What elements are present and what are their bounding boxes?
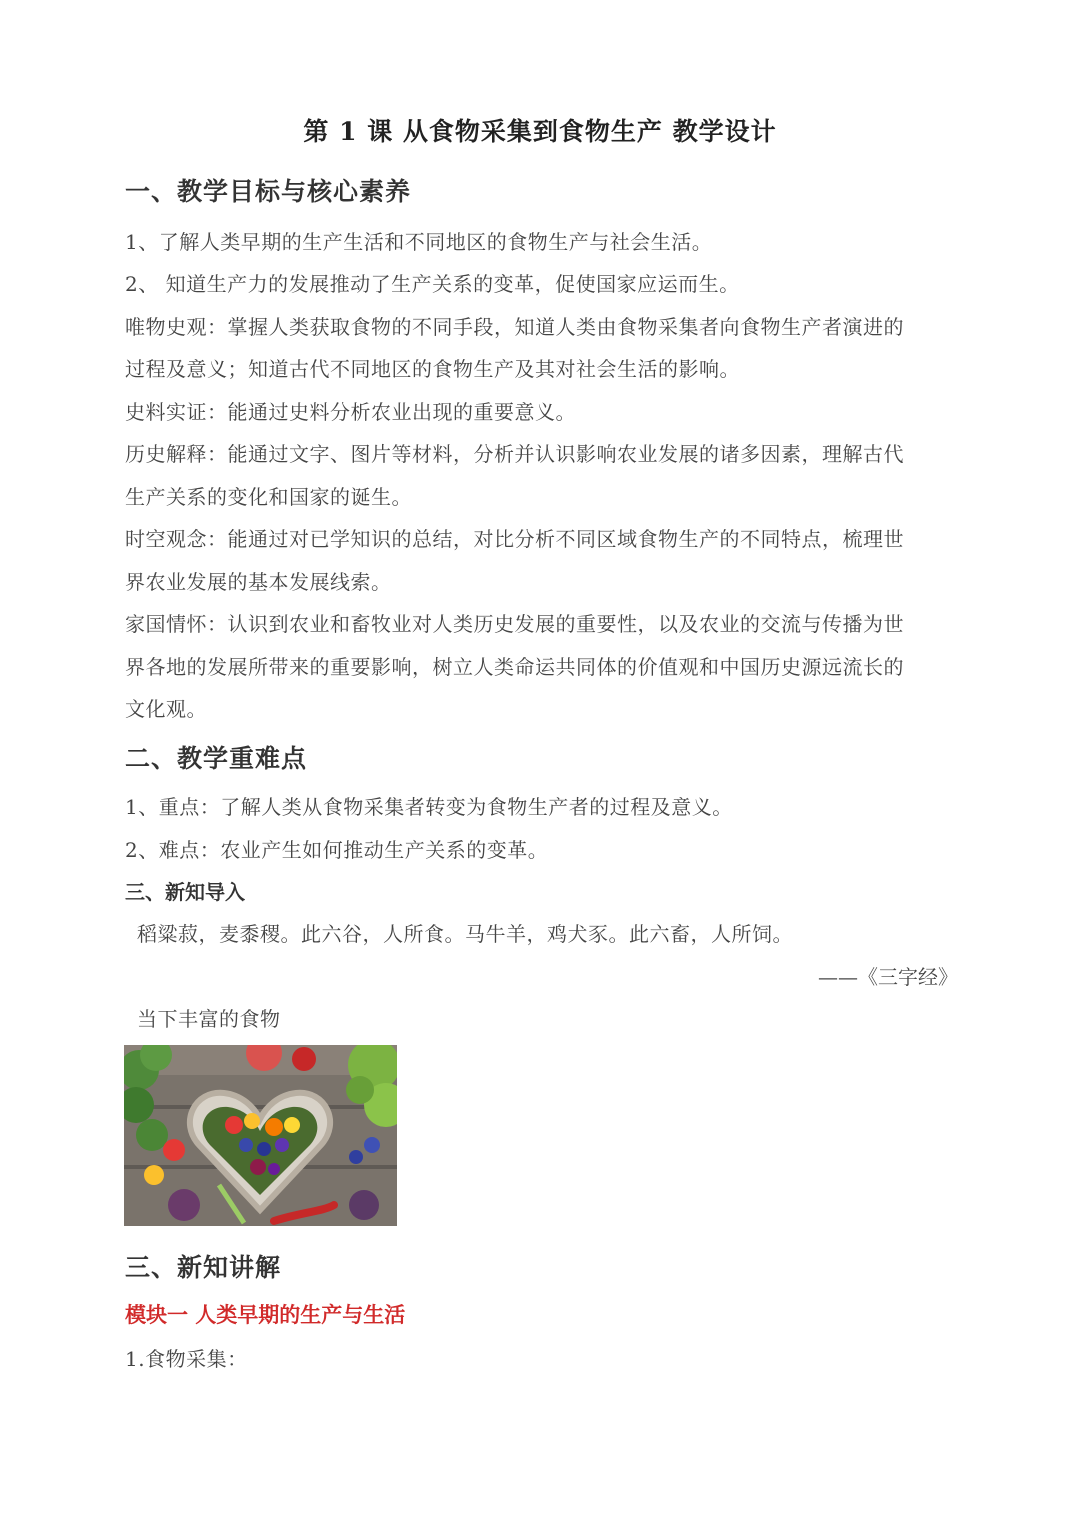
section-heading-key-points: 二、教学重难点 (125, 744, 308, 773)
objective-line: 1、了解人类早期的生产生活和不同地区的食物生产与社会生活。 (125, 230, 713, 254)
section-heading-lesson: 三、新知讲解 (125, 1253, 282, 1282)
document-title: 第 1 课 从食物采集到食物生产 教学设计 (303, 117, 777, 146)
objective-line: 生产关系的变化和国家的诞生。 (125, 485, 412, 509)
objective-line: 史料实证：能通过史料分析农业出现的重要意义。 (125, 400, 576, 424)
objective-line: 唯物史观：掌握人类获取食物的不同手段，知道人类由食物采集者向食物生产者演进的 (125, 315, 904, 339)
quote-text: 稻粱菽，麦黍稷。此六谷，人所食。马牛羊，鸡犬豕。此六畜，人所饲。 (137, 922, 793, 946)
objective-line: 家国情怀：认识到农业和畜牧业对人类历史发展的重要性，以及农业的交流与传播为世 (125, 612, 904, 636)
list-item: 1.食物采集： (125, 1347, 248, 1371)
key-point-line: 1、重点：了解人类从食物采集者转变为食物生产者的过程及意义。 (125, 795, 733, 819)
module-heading: 模块一 人类早期的生产与生活 (125, 1302, 406, 1327)
objective-line: 界各地的发展所带来的重要影响，树立人类命运共同体的价值观和中国历史源远流长的 (125, 655, 904, 679)
objective-line: 时空观念：能通过对已学知识的总结，对比分析不同区域食物生产的不同特点，梳理世 (125, 527, 904, 551)
key-point-line: 2、难点：农业产生如何推动生产关系的变革。 (125, 838, 549, 862)
objective-line: 过程及意义；知道古代不同地区的食物生产及其对社会生活的影响。 (125, 357, 740, 381)
objective-line: 历史解释：能通过文字、图片等材料，分析并认识影响农业发展的诸多因素，理解古代 (125, 442, 904, 466)
quote-source: ——《三字经》 (818, 965, 958, 989)
section-heading-objectives: 一、教学目标与核心素养 (125, 177, 412, 206)
objective-line: 界农业发展的基本发展线索。 (125, 570, 392, 594)
image-caption: 当下丰富的食物 (137, 1007, 281, 1031)
section-heading-intro: 三、新知导入 (125, 880, 245, 904)
food-photo (124, 1045, 397, 1226)
objective-line: 文化观。 (125, 697, 207, 721)
objective-line: 2、 知道生产力的发展推动了生产关系的变革，促使国家应运而生。 (125, 272, 740, 296)
